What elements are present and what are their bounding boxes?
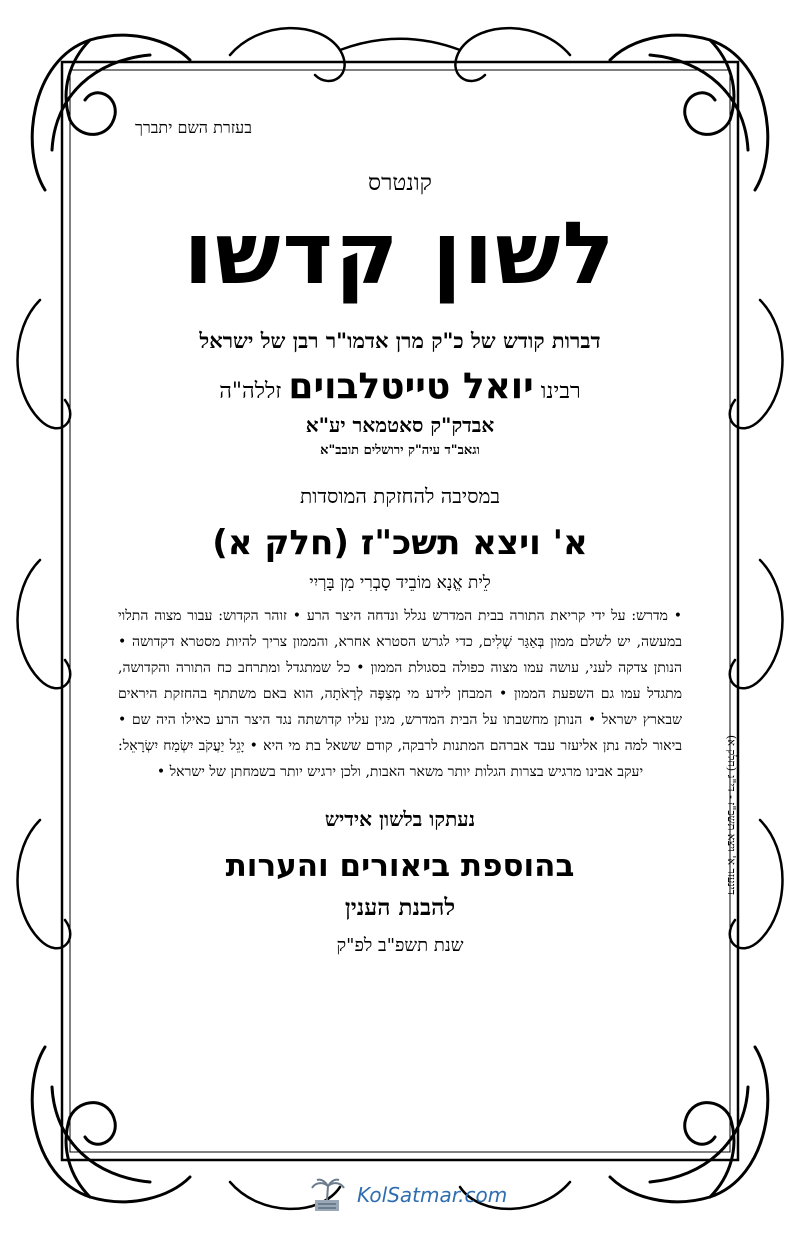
parsha-heading: א' ויצא תשכ"ז (חלק א) <box>212 523 588 563</box>
year-line: שנת תשפ"ב לפ"ק <box>336 935 464 956</box>
motto-line: לֵית אֱנָא מוֹבֵיד סָבְרִי מִן בָּרְיִי <box>309 573 491 593</box>
additions-heading: בהוספת ביאורים והערות <box>225 848 575 884</box>
court-line-1: אבדק"ק סאטמאר יע"א <box>305 413 495 437</box>
author-subtitle: דברות קודש של כ"ק מרן אדמו"ר רבן של ישראל <box>199 328 601 353</box>
author-name: יואל טייטלבוים <box>288 366 534 407</box>
summary-paragraph: • מדרש: על ידי קריאת התורה בבית המדרש נגלל ונדחה היצר הרע • זוהר הקדוש: עבור מצוה התלוי במעשה, יש לשלם ממון בְּאַגַּר שְׁלִים, כדי לגרש הסטרא אחרא, והממון צריך להיות מסטרא דקדושה • הנותן צדקה לעני, עושה עמו מצוה כפולה בסגולת הממון • כל שמתגדל ומתרחב כח התורה והקדושה, מתגדל עמו גם השפעת הממון • המבחן לידע מי מְצַפֶּה לְרָאֹתָה, הוא באם משתתף בהחזקת היראים שבארץ ישראל • הנותן מחשבתו על הבית המדרש, מגין עליו קדושתה נגד היצר הרע כאילו היה שם • ביאור למה נתן אליעזר עבד אברהם המתנות לרבקה, קודם ששאל בת מי היא • יָגֵל יַעֲקֹב יִשְׂמַח יִשְׂרָאֵל: יעקב אבינו מרגיש בצרות הגלות יותר משאר האבות, ולכן ירגיש יותר בשמחתן של ישראל • <box>118 608 682 780</box>
author-suffix: זללה"ה <box>219 379 282 404</box>
book-title: לשון קדשו <box>183 204 617 304</box>
side-label: דינעזר א' ויצא תשכ"ז - די"ג (חלק א) <box>725 735 738 895</box>
author-prefix: רבינו <box>540 379 581 404</box>
author-line <box>110 366 690 407</box>
translated-line: נעתקו בלשון אידיש <box>324 807 476 831</box>
occasion-line: במסיבה להחזקת המוסדות <box>300 484 500 508</box>
palm-tree-icon <box>305 1178 349 1212</box>
logo-text: KolSatmar.com <box>357 1183 508 1207</box>
understanding-line: להבנת הענין <box>344 894 456 921</box>
kolsatmar-logo[interactable] <box>305 1178 508 1212</box>
title-page <box>110 100 690 956</box>
kuntres-label: קונטרס <box>368 170 432 196</box>
court-line-2: וגאב"ד עיה"ק ירושלים תובב"א <box>320 443 480 458</box>
blessing-line: בעזרת השם יתברך <box>135 118 252 137</box>
